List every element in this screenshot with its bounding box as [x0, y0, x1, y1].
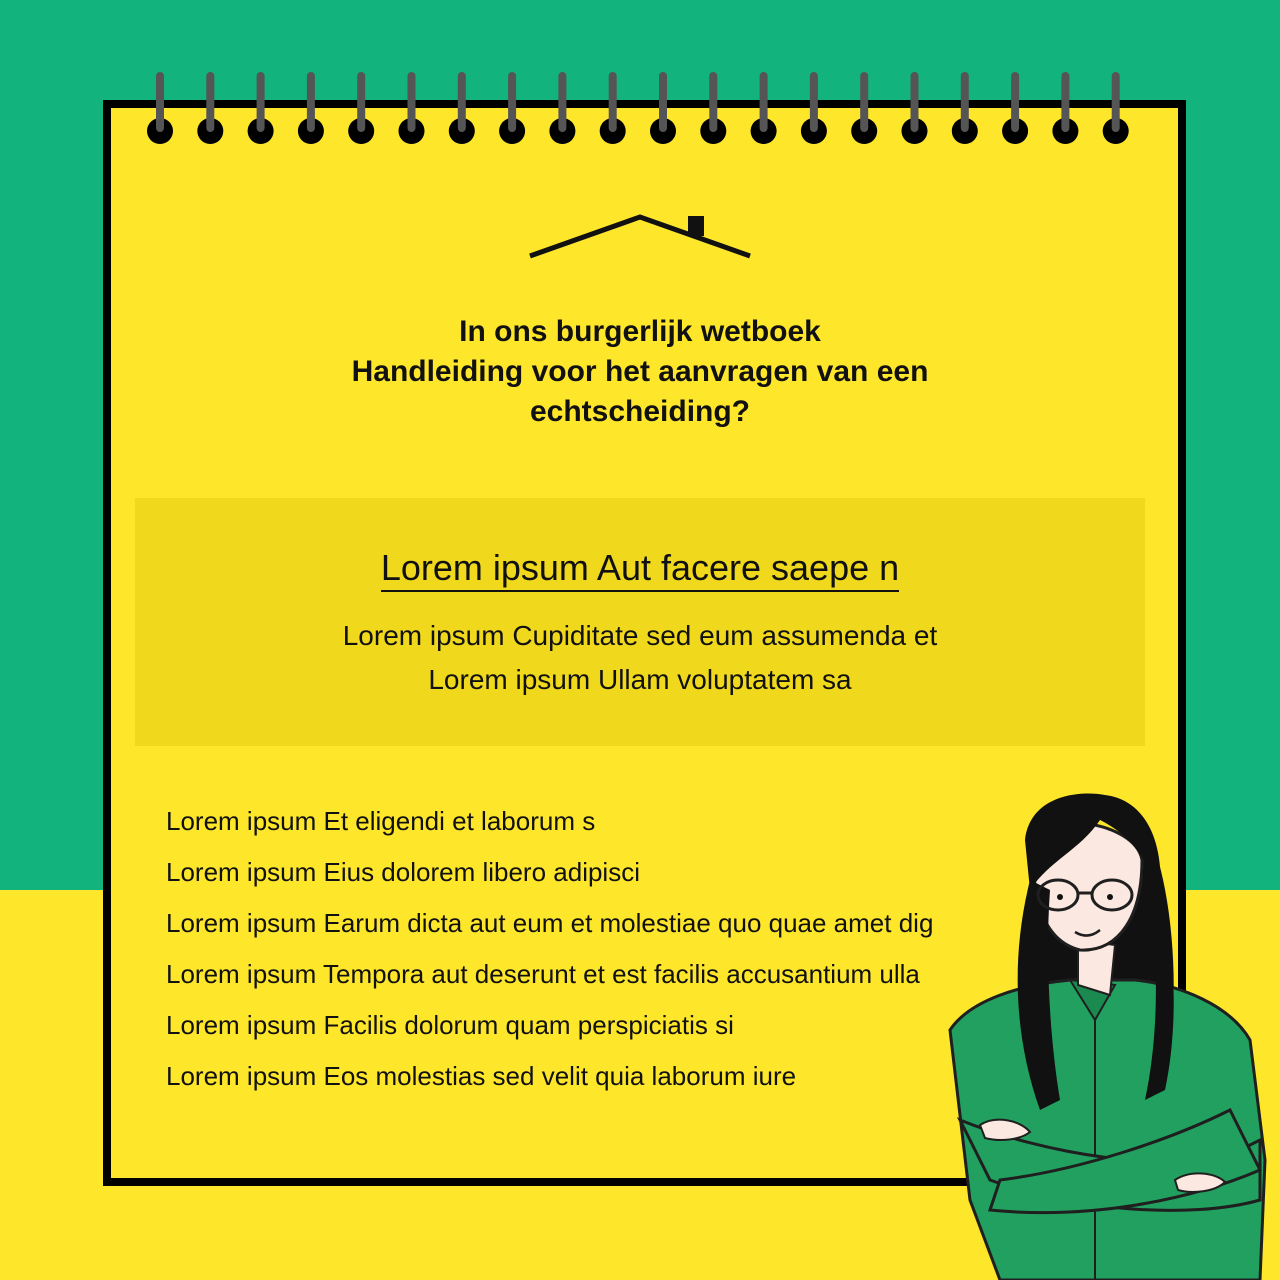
binding-ring-icon	[700, 72, 726, 144]
highlight-box	[135, 498, 1145, 746]
binding-ring-icon	[1002, 72, 1028, 144]
list-item: Lorem ipsum Eius dolorem libero adipisci	[166, 857, 640, 887]
spiral-binding-icon	[0, 0, 1280, 160]
highlight-text-line-2: Lorem ipsum Ullam voluptatem sa	[428, 664, 852, 695]
binding-ring-icon	[801, 72, 827, 144]
roof-icon	[520, 205, 760, 265]
list-item: Lorem ipsum Tempora aut deserunt et est facilis accusantium ulla	[166, 959, 920, 989]
binding-ring-icon	[147, 72, 173, 144]
highlight-heading	[135, 546, 1145, 590]
binding-ring-icon	[499, 72, 525, 144]
list-item: Lorem ipsum Earum dicta aut eum et molestiae quo quae amet dig	[166, 908, 934, 938]
binding-ring-icon	[348, 72, 374, 144]
binding-ring-icon	[549, 72, 575, 144]
binding-ring-icon	[851, 72, 877, 144]
title-line-1: In ons burgerlijk wetboek	[459, 315, 821, 348]
woman-arms-crossed-illustration	[930, 780, 1280, 1280]
binding-ring-icon	[600, 72, 626, 144]
binding-ring-icon	[650, 72, 676, 144]
list-item: Lorem ipsum Eos molestias sed velit quia laborum iure	[166, 1061, 797, 1091]
title-line-2: Handleiding voor het aanvragen van een	[351, 355, 929, 388]
binding-ring-icon	[197, 72, 223, 144]
highlight-text	[135, 614, 1145, 702]
binding-ring-icon	[248, 72, 274, 144]
page-title	[200, 312, 1080, 432]
binding-ring-icon	[1052, 72, 1078, 144]
highlight-heading-text: Lorem ipsum Aut facere saepe n	[381, 547, 899, 592]
binding-ring-icon	[902, 72, 928, 144]
title-line-3: echtscheiding?	[529, 395, 751, 428]
binding-ring-icon	[298, 72, 324, 144]
binding-ring-icon	[399, 72, 425, 144]
list-item: Lorem ipsum Facilis dolorum quam perspiciatis si	[166, 1010, 734, 1040]
binding-ring-icon	[1103, 72, 1129, 144]
binding-ring-icon	[751, 72, 777, 144]
binding-ring-icon	[952, 72, 978, 144]
list-item: Lorem ipsum Et eligendi et laborum s	[166, 806, 596, 836]
content-list	[166, 796, 933, 1102]
binding-ring-icon	[449, 72, 475, 144]
highlight-text-line-1: Lorem ipsum Cupiditate sed eum assumenda et	[342, 620, 938, 651]
